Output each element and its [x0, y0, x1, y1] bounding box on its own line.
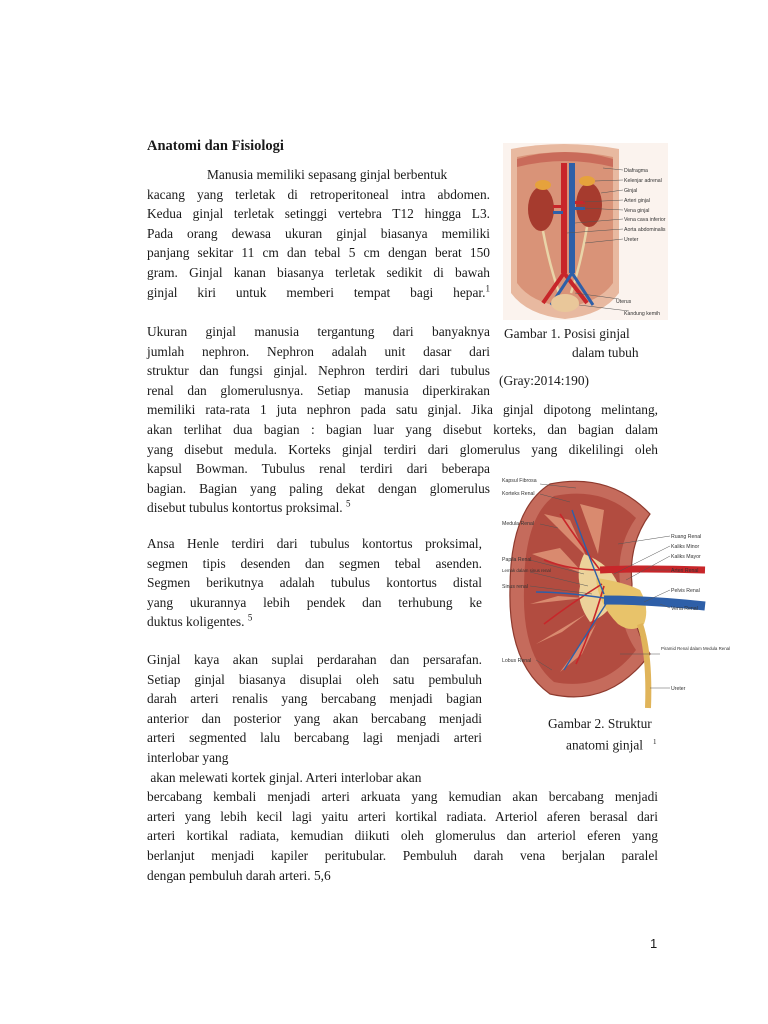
figure-kidney-position [503, 143, 668, 320]
fig2-label: Kapsul Fibrosa [502, 478, 537, 484]
fig1-label: Arteri ginjal [624, 198, 650, 204]
para2-line: memiliki rata-rata 1 juta nephron pada satu ginjal. Jika ginjal dipotong melintang, [147, 402, 658, 418]
figure1-caption-line1: Gambar 1. Posisi ginjal [504, 326, 630, 341]
para4-line: Ginjal kaya akan suplai perdarahan dan persarafan. [147, 652, 482, 667]
para1-line-last: ginjal kiri untuk memberi tempat bagi hepar.$^1$ [147, 283, 490, 300]
vena-cava-shape [569, 163, 575, 273]
fig2-label: Kaliks Mayor [671, 554, 701, 560]
para4-line: darah arteri renalis yang bercabang menjadi bagian [147, 691, 482, 707]
section-heading: Anatomi dan Fisiologi [147, 138, 284, 154]
fig1-label: Vena cava inferior [624, 217, 666, 223]
para3-line: Ansa Henle terdiri dari tubulus kontortus proksimal, [147, 536, 482, 551]
para3-line: segmen tipis desenden dan segmen tebal asenden. [147, 555, 482, 571]
paragraph-1 [147, 165, 490, 302]
para2-line: kapsul Bowman. Tubulus renal terdiri dari beberapa [147, 461, 490, 477]
para4-line: Setiap ginjal biasanya disuplai oleh satu pembuluh [147, 671, 482, 687]
para2-line: renal dan glomerulusnya. Setiap manusia diperkirakan [147, 382, 490, 398]
fig2-label: Vena Renal [671, 606, 698, 612]
figure1-caption [504, 324, 664, 362]
adrenal-gland-shape [579, 176, 595, 186]
right-kidney-shape [576, 183, 602, 227]
fig2-label: Piramid Renal dalam Medula Renal [661, 646, 731, 651]
renal-vein-shape [553, 211, 563, 214]
para2-line: akan terlihat dua bagian : bagian luar yang disebut korteks, dan bagian dalam [147, 421, 658, 437]
fig2-label: Korteks Renal [502, 491, 535, 497]
para3-line: Segmen berikutnya adalah tubulus kontortus distal [147, 575, 482, 591]
fig1-label: Ginjal [624, 188, 638, 194]
fig2-label: Ruang Renal [671, 534, 702, 540]
figure1-source: (Gray:2014:190) [499, 373, 589, 388]
para1-line: Pada orang dewasa ukuran ginjal biasanya memiliki [147, 225, 490, 241]
footnote-ref: 1 [485, 283, 490, 294]
para4-line-last: dengan pembuluh darah arteri. 5,6 [147, 867, 331, 883]
para1-line: gram. Ginjal kanan biasanya terletak sedikit di bawah [147, 264, 490, 280]
fig2-label: Arteri Renal [671, 568, 699, 574]
para4-line: akan melewati kortek ginjal. Arteri interlobar akan [147, 769, 422, 785]
fig1-label: Kelenjar adrenal [624, 178, 662, 184]
para2-line: struktur dan fungsi ginjal. Nephron terdiri dari tubulus [147, 363, 490, 379]
fig2-label: Ureter [671, 686, 686, 692]
renal-vein-shape [575, 207, 585, 210]
para2-line-last: disebut tubulus kontortus proksimal. $^5$ [147, 498, 351, 516]
renal-artery-shape [553, 205, 563, 208]
fig2-label: Kaliks Minor [671, 544, 700, 550]
fig1-label: Kandung kemih [624, 311, 661, 317]
para4-line: bercabang kembali menjadi arteri arkuata yang kemudian akan bercabang menjadi [147, 789, 658, 805]
para2-line: Ukuran ginjal manusia tergantung dari banyaknya [147, 324, 490, 339]
renal-artery-shape [575, 201, 585, 204]
footnote-ref: 5 [247, 612, 253, 623]
figure2-caption [548, 714, 678, 754]
page-number: 1 [650, 936, 658, 951]
adrenal-gland-shape [535, 180, 551, 190]
fig2-label: Lemak dalam sinus renal [502, 568, 551, 573]
figure2-caption-line2: anatomi ginjal $^1$ [566, 737, 657, 753]
para3-line: yang ukurannya lebih pendek dan terhubung ke [147, 594, 482, 610]
figure1-caption-line2: dalam tubuh [572, 345, 639, 360]
para4-line: arteri segmented lalu bercabang lagi menjadi arteri [147, 730, 482, 746]
fig1-label: Aorta abdominalis [624, 227, 666, 233]
para4-line: anterior dan posterior yang akan bercabang menjadi [147, 710, 482, 726]
fig2-label: Lobus Renal [502, 658, 532, 664]
para1-line: kacang yang terletak di retroperitoneal intra abdomen. [147, 186, 490, 202]
aorta-shape [561, 163, 567, 273]
para2-line: yang disebut medula. Korteks ginjal terdiri dari glomerulus yang dikelilingi oleh [147, 441, 658, 457]
para4-line: berlanjut menjadi kapiler peritubular. Pembuluh darah vena berjalan paralel [147, 847, 658, 863]
para4-line: arteri yang lebih kecil lagi yaitu arteri kortikal radiata. Arteriol aferen berasal dari [147, 808, 658, 824]
para2-line: jumlah nephron. Nephron adalah unit dasar dari [147, 343, 490, 359]
fig2-label: Medula Renal [502, 521, 535, 527]
fig1-label: Diafragma [624, 168, 648, 174]
fig1-label: Uterus [616, 299, 632, 305]
footnote-ref: 5 [346, 498, 351, 509]
fig2-label: Papila Renal [502, 557, 532, 563]
fig1-label: Vena ginjal [624, 208, 650, 214]
fig2-label: Sinus renal [502, 584, 528, 590]
bladder-shape [551, 294, 579, 312]
left-kidney-shape [528, 187, 554, 231]
paragraph-3 [147, 534, 482, 632]
para1-line: Manusia memiliki sepasang ginjal berbentuk [207, 167, 448, 182]
figure2-caption-line1: Gambar 2. Struktur [548, 716, 652, 731]
figure-kidney-structure [500, 474, 731, 708]
para1-line: panjang sekitar 11 cm dan tebal 5 cm dengan berat 150 [147, 245, 490, 261]
fig2-label: Pelvis Renal [671, 588, 700, 594]
para3-line-last: duktus koligentes. $^5$ [147, 612, 253, 630]
para4-line: interlobar yang [147, 749, 229, 765]
para2-line: bagian. Bagian yang paling dekat dengan glomerulus [147, 480, 490, 496]
para4-line: arteri kortikal radiata, kemudian diikuti oleh glomerulus dan arteriol eferen yang [147, 828, 658, 844]
footnote-ref: 1 [652, 738, 657, 746]
fig1-label: Ureter [624, 237, 639, 243]
para1-line: Kedua ginjal terletak setinggi vertebra T12 hingga L3. [147, 206, 490, 222]
